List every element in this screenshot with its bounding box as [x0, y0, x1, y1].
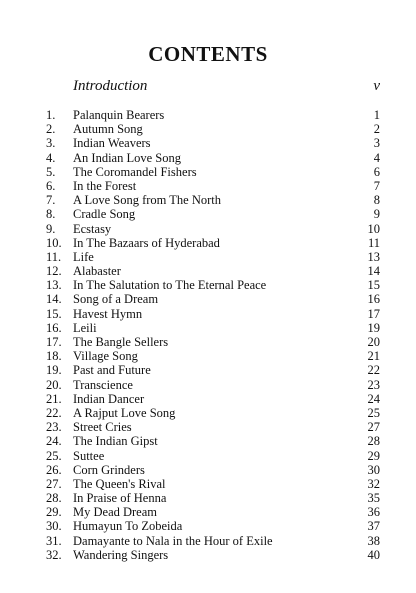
entry-number: 11.: [46, 249, 62, 264]
toc-entry: [46, 449, 380, 463]
entry-page-number: 16: [367, 292, 380, 307]
entry-number: 15.: [46, 306, 62, 321]
toc-entry: [46, 548, 380, 562]
entry-title: The Indian Gipst: [73, 434, 158, 449]
entry-number: 16.: [46, 320, 62, 335]
entry-title: Havest Hymn: [73, 306, 143, 321]
entry-page-number: 23: [367, 377, 380, 392]
entry-number: 31.: [46, 533, 62, 548]
entry-title: Palanquin Bearers: [73, 108, 165, 122]
entry-title: Song of a Dream: [73, 292, 159, 307]
toc-entry: [46, 321, 380, 335]
toc-entry: [46, 193, 380, 207]
entry-title: Autumn Song: [73, 122, 143, 137]
toc-entry: [46, 463, 380, 477]
entry-page-number: 3: [373, 136, 380, 151]
entry-page-number: 27: [367, 420, 380, 435]
entry-title: The Queen's Rival: [73, 476, 166, 491]
entry-title: A Rajput Love Song: [73, 405, 176, 420]
entry-title: In Praise of Henna: [73, 491, 167, 506]
entry-page-number: 20: [367, 335, 380, 349]
entry-number: 8.: [46, 207, 56, 222]
entry-page-number: 19: [367, 320, 380, 335]
entry-page-number: 1: [373, 108, 380, 122]
entry-number: 2.: [46, 122, 56, 137]
entry-number: 17.: [46, 335, 62, 349]
entry-title: An Indian Love Song: [73, 150, 181, 165]
entry-page-number: 22: [367, 363, 380, 378]
entry-page-number: 37: [367, 519, 380, 534]
entry-number: 24.: [46, 434, 62, 449]
toc-entry: [46, 378, 380, 392]
entry-number: 3.: [46, 136, 56, 151]
entry-title: Indian Weavers: [73, 136, 151, 151]
entry-title: The Coromandel Fishers: [73, 164, 197, 179]
toc-entry: [46, 307, 380, 321]
entry-title: Ecstasy: [73, 221, 112, 236]
entry-page-number: 36: [367, 505, 380, 520]
entry-number: 19.: [46, 363, 62, 378]
entry-page-number: 9: [373, 207, 380, 222]
toc-entry: [46, 264, 380, 278]
entry-page-number: 13: [367, 249, 380, 264]
entry-title: Street Cries: [73, 420, 132, 435]
toc-entry: [46, 165, 380, 179]
entry-title: Damayante to Nala in the Hour of Exile: [73, 533, 273, 548]
introduction-entry: [73, 78, 380, 95]
toc-entry: [46, 519, 380, 533]
toc-entry: [46, 505, 380, 519]
entry-title: Wandering Singers: [73, 547, 169, 562]
entry-number: 27.: [46, 476, 62, 491]
entry-title: Suttee: [73, 448, 105, 463]
entry-number: 18.: [46, 349, 62, 364]
entry-number: 12.: [46, 264, 62, 279]
entry-number: 7.: [46, 193, 56, 208]
entry-number: 13.: [46, 278, 62, 293]
entry-title: In The Salutation to The Eternal Peace: [73, 278, 267, 293]
entry-title: Cradle Song: [73, 207, 136, 222]
entry-page-number: 25: [367, 405, 380, 420]
entry-number: 14.: [46, 292, 62, 307]
entry-page-number: 11: [367, 235, 380, 250]
toc-entry: [46, 477, 380, 491]
toc-entry: [46, 434, 380, 448]
entry-number: 28.: [46, 491, 62, 506]
entry-page-number: 30: [367, 462, 380, 477]
introduction-page: v: [373, 78, 380, 94]
entry-page-number: 38: [367, 533, 380, 548]
entry-page-number: 14: [367, 264, 380, 279]
entry-number: 1.: [46, 108, 56, 122]
toc-entry: [46, 292, 380, 306]
entry-page-number: 10: [367, 221, 380, 236]
toc-entry: [46, 151, 380, 165]
entry-page-number: 17: [367, 306, 380, 321]
entry-page-number: 4: [373, 150, 380, 165]
entry-title: Past and Future: [73, 363, 151, 378]
entry-page-number: 6: [373, 164, 380, 179]
toc-entry: [46, 420, 380, 434]
entry-title: The Bangle Sellers: [73, 335, 169, 349]
toc-entry: [46, 236, 380, 250]
entry-page-number: 21: [367, 349, 380, 364]
entry-page-number: 7: [373, 178, 380, 193]
entry-number: 6.: [46, 178, 56, 193]
toc-entry: [46, 392, 380, 406]
toc-entry: [46, 122, 380, 136]
entry-title: Leili: [73, 320, 97, 335]
entry-number: 21.: [46, 391, 62, 406]
entry-number: 32.: [46, 547, 62, 562]
toc-entry: [46, 179, 380, 193]
entry-number: 20.: [46, 377, 62, 392]
entry-title: My Dead Dream: [73, 505, 157, 520]
toc-entry: [46, 363, 380, 377]
entry-number: 5.: [46, 164, 56, 179]
entry-page-number: 40: [367, 547, 380, 562]
entry-number: 25.: [46, 448, 62, 463]
entry-page-number: 35: [367, 491, 380, 506]
entry-page-number: 2: [373, 122, 380, 137]
toc-entry: [46, 250, 380, 264]
entry-title: Life: [73, 249, 94, 264]
entry-title: In the Forest: [73, 178, 137, 193]
entry-number: 9.: [46, 221, 56, 236]
entry-page-number: 15: [367, 278, 380, 293]
entry-title: Corn Grinders: [73, 462, 145, 477]
introduction-label: Introduction: [73, 78, 148, 94]
entry-page-number: 24: [367, 391, 380, 406]
entry-number: 26.: [46, 462, 62, 477]
entry-number: 29.: [46, 505, 62, 520]
toc-entry: [46, 136, 380, 150]
entry-page-number: 8: [373, 193, 380, 208]
entry-title: Village Song: [73, 349, 138, 364]
entry-number: 30.: [46, 519, 62, 534]
entry-title: Humayun To Zobeida: [73, 519, 183, 534]
toc-entry: [46, 406, 380, 420]
entry-number: 23.: [46, 420, 62, 435]
toc-entry: [46, 534, 380, 548]
toc-entry: [46, 108, 380, 122]
entry-title: Transcience: [73, 377, 133, 392]
entry-number: 4.: [46, 150, 56, 165]
toc-entry: [46, 207, 380, 221]
toc-entry: [46, 349, 380, 363]
toc-entry: [46, 222, 380, 236]
page-title: CONTENTS: [148, 42, 268, 66]
entry-title: Indian Dancer: [73, 391, 145, 406]
toc-entry: [46, 491, 380, 505]
entry-number: 22.: [46, 405, 62, 420]
entry-page-number: 29: [367, 448, 380, 463]
entry-page-number: 32: [367, 476, 380, 491]
entry-title: In The Bazaars of Hyderabad: [73, 235, 220, 250]
entry-page-number: 28: [367, 434, 380, 449]
entry-title: Alabaster: [73, 264, 121, 279]
toc-entry: [46, 278, 380, 292]
entry-number: 10.: [46, 235, 62, 250]
table-of-contents: [46, 108, 380, 562]
toc-entry: [46, 335, 380, 349]
entry-title: A Love Song from The North: [73, 193, 222, 208]
